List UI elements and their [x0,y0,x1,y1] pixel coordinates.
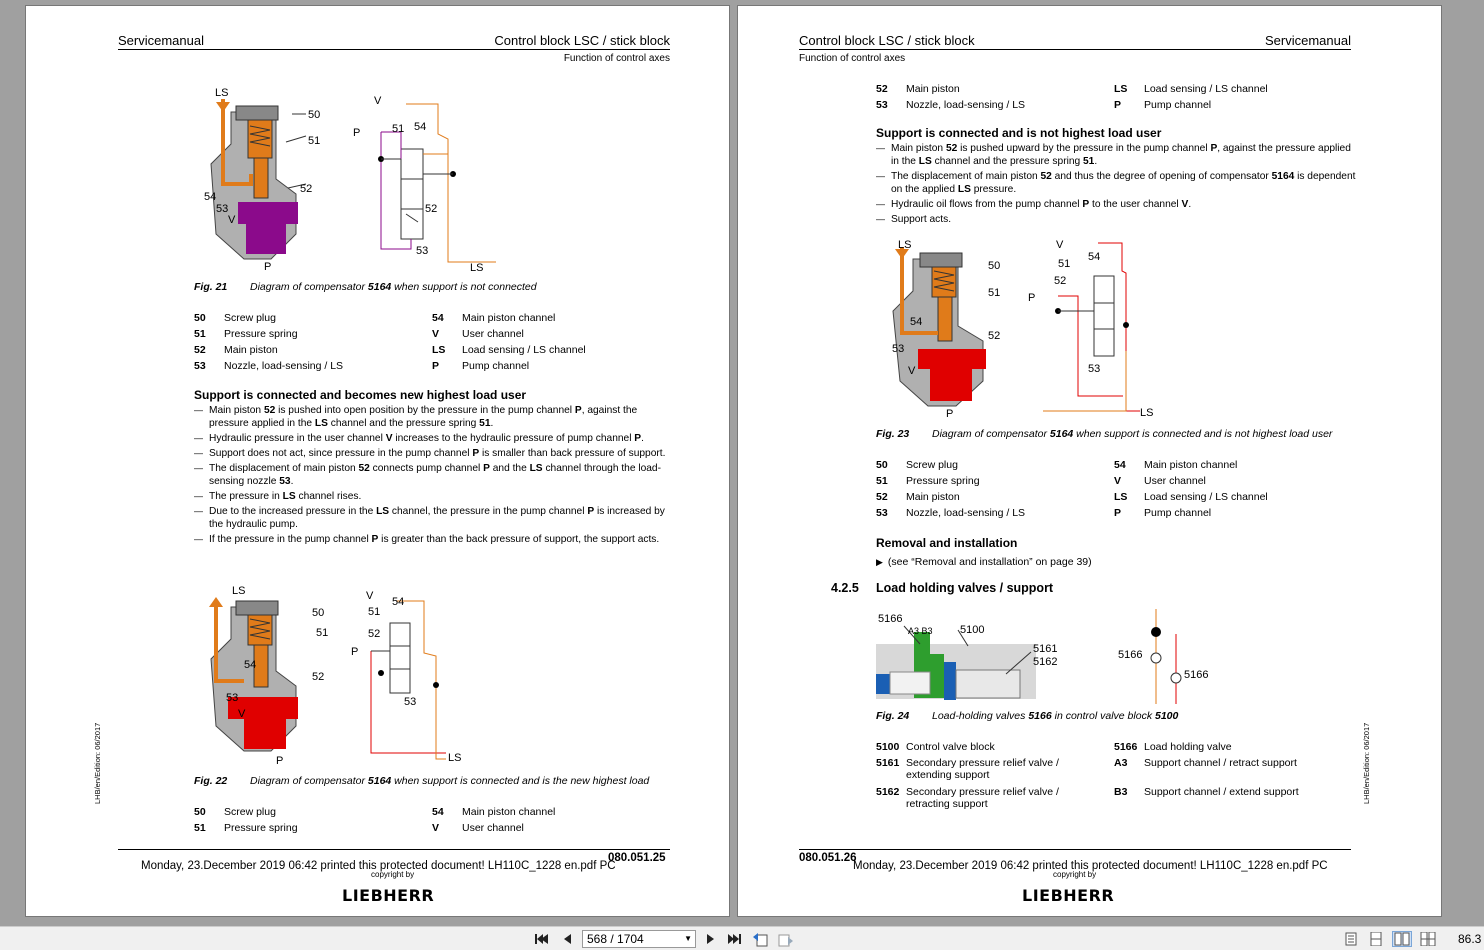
fig24-label-a3b3: A3 B3 [908,626,933,636]
fig22-label-53b: 53 [404,696,417,708]
next-page-button[interactable] [703,931,719,947]
fig21-number: Fig. 21 [194,281,228,293]
bullet-text: channel, the pressure in the pump channel [389,506,588,517]
legend-text: Load sensing / LS channel [1144,83,1268,95]
fig23-label-52: 52 [988,330,1001,342]
legend-text: Pressure spring [906,475,980,487]
figure-24-load-holding-valves [876,604,1216,704]
next-page-icon [706,933,716,945]
legend-code: 53 [194,360,206,372]
bullet-code: 53 [279,476,291,487]
bullet-text: Support does not act, since pressure in the pump channel [209,448,473,459]
legend-text: User channel [1144,475,1206,487]
fig21-caption [194,281,537,293]
bullet-code: LS [918,156,932,167]
footer-rule [799,849,1351,850]
legend-code: 52 [876,83,888,95]
bullet-code: 51 [479,418,491,429]
legend-text: Pressure spring [224,328,298,340]
header-subtitle: Function of control axes [799,53,906,64]
footer-page-number: 080.051.26 [799,852,857,864]
section-title-not-highest-load: Support is connected and is not highest load user [876,126,1162,140]
fig24-caption-code2: 5100 [1155,710,1179,722]
fig24-caption [876,710,1178,722]
bullet-code: 52 [358,463,370,474]
bullet-code: V [385,433,393,444]
bullet-code: LS [529,463,543,474]
facing-view-button[interactable] [1392,931,1412,947]
legend-text: Load sensing / LS channel [1144,491,1268,503]
bullet-item [194,432,674,445]
fig23-label-54b: 54 [1088,251,1101,263]
fig23-label-ls: LS [898,239,912,251]
footer-print-notice: Monday, 23.December 2019 06:42 printed this protected document! LH110C_1228 en.pdf PC [853,860,1328,872]
bullet-item [194,462,674,488]
fig21-label-ls: LS [215,87,229,99]
legend-text: Support channel / extend support [1144,786,1299,798]
legend-code: 50 [194,312,206,324]
legend-code: LS [432,344,446,356]
fig21-label-54b: 54 [414,121,427,133]
header-left: Servicemanual [118,33,204,48]
legend-text: Pump channel [1144,99,1212,111]
bullet-text: increases to the hydraulic pressure of pump channel [392,433,635,444]
bullet-text: Hydraulic pressure in the user channel [209,433,386,444]
bullet-code: P [1210,143,1218,154]
fig21-label-52: 52 [300,183,313,195]
fig24-caption-pre: Load-holding valves [932,710,1029,722]
fig21-label-v: V [228,214,236,226]
last-page-button[interactable] [726,931,742,947]
fig22-label-v2: V [366,590,374,602]
fig22-label-54b: 54 [392,596,405,608]
fig22-caption-post: when support is connected and is the new highest load [391,775,650,787]
facing-pages-icon [1394,932,1410,946]
bullet-text: Hydraulic oil flows from the pump channel [891,199,1083,210]
zoom-level[interactable]: 86.3 [1458,932,1482,946]
legend-code: P [432,360,440,372]
liebherr-logo: LIEBHERR [342,886,435,905]
footer-print-notice: Monday, 23.December 2019 06:42 printed this protected document! LH110C_1228 en.pdf PC [141,860,616,872]
legend-code: 52 [876,491,888,503]
bullet-code: 52 [1040,171,1052,182]
bullet-item [194,533,674,546]
legend-code: 5166 [1114,741,1138,753]
legend-code: 50 [194,806,206,818]
next-view-icon [778,931,794,947]
fig23-label-53b: 53 [1088,363,1101,375]
legend-code: 5100 [876,741,900,753]
legend-code: 54 [432,312,444,324]
bullet-item [876,170,1356,196]
bullet-text: . [1094,156,1098,167]
document-page-right [737,5,1442,917]
footer-copyright: copyright by [371,870,415,879]
legend-text: User channel [462,822,524,834]
previous-page-icon [562,933,572,945]
bullet-text: . [1188,199,1192,210]
bullet-code: P [1082,199,1090,210]
legend-code: 5161 [876,757,900,769]
bullet-text: pressure. [970,184,1017,195]
legend-text: Main piston [906,491,960,503]
fig23-label-52b: 52 [1054,275,1067,287]
bullet-code: P [574,405,582,416]
legend-code: 54 [1114,459,1126,471]
legend-code: 54 [432,806,444,818]
legend-text: Pump channel [1144,507,1212,519]
fig21-caption-pre: Diagram of compensator [250,281,368,293]
previous-view-button[interactable] [752,931,768,947]
bullet-text: to the user channel [1089,199,1182,210]
bullet-text: is dependent on the applied [891,171,1356,195]
fig23-label-53: 53 [892,343,905,355]
fig21-label-53b: 53 [416,245,429,257]
legend-text: Support channel / retract support [1144,757,1297,769]
fig23-caption-post: when support is connected and is not highest load user [1073,428,1333,440]
fig21-label-p: P [264,261,272,273]
legend-text: Main piston channel [462,312,556,324]
legend-text: Screw plug [224,806,276,818]
legend-code: A3 [1114,757,1128,769]
bullet-text: channel through the load-sensing nozzle [209,463,661,487]
fig23-label-p: P [946,408,954,420]
fig23-caption-code: 5164 [1049,428,1074,440]
bullet-code: LS [314,418,328,429]
bullet-code: 5164 [1271,171,1295,182]
bullet-code: LS [376,506,390,517]
fig23-label-54: 54 [910,316,923,328]
page-header [799,33,1351,48]
legend-code: 51 [194,328,206,340]
legend-code: P [1114,99,1122,111]
fig24-label-5100: 5100 [960,624,985,636]
header-right: Control block LSC / stick block [494,33,670,48]
legend-text: Main piston channel [462,806,556,818]
fig21-label-p2: P [353,127,361,139]
legend-text: Pump channel [462,360,530,372]
fig22-label-ls2: LS [448,752,462,764]
legend-code: P [1114,507,1122,519]
last-page-icon [727,933,741,945]
bullet-text: . [641,433,644,444]
legend-code: V [1114,475,1122,487]
bullet-code: LS [282,491,296,502]
bullet-item [194,490,674,503]
previous-view-icon [752,931,768,947]
fig24-label-5166c: 5166 [1184,669,1209,681]
fig24-label-5162: 5162 [1033,656,1058,668]
fig22-label-50: 50 [312,607,325,619]
fig23-label-51b: 51 [1058,258,1071,270]
bullet-text: is pushed into open position by the pressure in the pump channel [275,405,575,416]
chevron-down-icon: ▼ [684,934,692,943]
bullet-text: is pushed upward by the pressure in the pump channel [957,143,1211,154]
bullet-text: is increased by the hydraulic pump. [209,506,665,530]
figure-22-compensator-diagram [196,581,476,766]
bullet-code: LS [957,184,971,195]
fig22-label-v: V [238,708,246,720]
viewer-toolbar [0,926,1484,950]
bullet-text: is smaller than back pressure of support. [479,448,666,459]
fig23-label-51: 51 [988,287,1001,299]
single-page-view-button[interactable] [1343,931,1359,947]
legend-code: 53 [876,99,888,111]
triangle-right-icon: ▶ [876,557,883,567]
fig23-label-v: V [908,365,916,377]
bullet-text: , against the pressure applied in the [209,405,638,429]
bullet-code: P [472,448,480,459]
bullet-code: V [1181,199,1189,210]
bullet-text: channel and the pressure spring [327,418,480,429]
fig21-caption-code: 5164 [367,281,392,293]
fig22-label-52b: 52 [368,628,381,640]
legend-text: Nozzle, load-sensing / LS [906,507,1026,519]
bullet-code: P [371,534,379,545]
bullet-code: P [483,463,490,474]
fig23-caption [876,428,1332,440]
bullet-code: 51 [1083,156,1095,167]
legend-text: Pressure spring [224,822,298,834]
bullet-code: 52 [945,143,958,154]
fig22-label-54: 54 [244,659,257,671]
bullet-item [876,142,1356,168]
bullet-text: The displacement of main piston [209,463,359,474]
continuous-facing-icon [1420,932,1436,946]
section-number: 4.2.5 [831,581,859,595]
legend-code: V [432,328,440,340]
bullet-text: If the pressure in the pump channel [209,534,372,545]
bullet-text: and the [489,463,530,474]
fig22-caption [194,775,649,787]
bullet-item [194,404,674,430]
legend-text: Nozzle, load-sensing / LS [906,99,1026,111]
removal-link-text: (see “Removal and installation” on page 39) [887,556,1092,568]
document-page-left [25,5,730,917]
fig22-number: Fig. 22 [194,775,228,787]
single-page-icon [1345,932,1357,946]
fig22-caption-pre: Diagram of compensator [250,775,368,787]
footer-copyright: copyright by [1053,870,1097,879]
fig22-label-52: 52 [312,671,325,683]
bullet-text: Main piston [891,143,946,154]
legend-text: Load holding valve [1144,741,1232,753]
fig24-number: Fig. 24 [876,710,910,722]
fig21-caption-post: when support is not connected [391,281,537,293]
legend-code: 51 [194,822,206,834]
section-heading: Load holding valves / support [876,581,1054,595]
legend-code: 51 [876,475,888,487]
fig24-label-5161: 5161 [1033,643,1058,655]
bullet-item [876,198,1356,211]
bullet-list-right [876,142,1356,228]
fig21-label-51: 51 [308,135,321,147]
header-left: Control block LSC / stick block [799,33,975,48]
legend-text: Load sensing / LS channel [462,344,586,356]
continuous-page-icon [1370,932,1382,946]
bullet-item [876,213,1356,226]
legend-text: Screw plug [224,312,276,324]
bullet-text: . [490,418,494,429]
continuous-view-button[interactable] [1368,931,1384,947]
bullet-code: 52 [263,405,276,416]
legend-code: 50 [876,459,888,471]
fig22-label-51: 51 [316,627,329,639]
previous-page-button[interactable] [559,931,575,947]
removal-installation-title: Removal and installation [876,536,1018,550]
legend-text: Nozzle, load-sensing / LS [224,360,344,372]
page-indicator: 568 / 1704 [587,932,644,946]
footer-page-number: 080.051.25 [608,852,666,864]
fig21-label-50: 50 [308,109,321,121]
fig21-label-52b: 52 [425,203,438,215]
fig24-label-5166: 5166 [878,613,903,625]
legend-code: 52 [194,344,206,356]
legend-code: 53 [876,507,888,519]
header-subtitle: Function of control axes [563,53,670,64]
bullet-text: and thus the degree of opening of compensator [1051,171,1272,182]
liebherr-logo: LIEBHERR [1022,886,1115,905]
legend-text: Main piston channel [1144,459,1238,471]
bullet-code: P [587,506,595,517]
legend-text: Secondary pressure relief valve / extending support [906,757,1059,781]
removal-installation-link[interactable] [876,556,1092,568]
bullet-text: connects pump channel [369,463,484,474]
legend-code: LS [1114,83,1128,95]
legend-code: 5162 [876,786,900,798]
fig24-caption-mid: in control valve block [1051,710,1155,722]
bullet-item [194,447,674,460]
side-edition-label: LHB/en/Edition: 06/2017 [93,722,102,804]
legend-text: Control valve block [906,741,995,753]
bullet-text: , against the pressure applied in the [891,143,1351,167]
legend-code: V [432,822,440,834]
fig21-label-53: 53 [216,203,229,215]
page-header [118,33,670,48]
side-edition-label: LHB/en/Edition: 06/2017 [1362,722,1371,804]
fig23-label-v2: V [1056,239,1064,251]
legend-text: Screw plug [906,459,958,471]
fig23-number: Fig. 23 [876,428,910,440]
fig21-label-v2: V [374,95,382,107]
legend-code: B3 [1114,786,1128,798]
fig22-caption-code: 5164 [367,775,392,787]
legend-text: Main piston [224,344,278,356]
figure-21-compensator-diagram [196,84,496,276]
bullet-text: . [290,476,294,487]
bullet-text: Due to the increased pressure in the [209,506,377,517]
fig22-label-p2: P [351,646,359,658]
fig24-caption-code: 5166 [1028,710,1052,722]
bullet-text: Main piston [209,405,264,416]
continuous-facing-view-button[interactable] [1420,931,1436,947]
section-title-new-highest-load: Support is connected and becomes new highest load user [194,388,527,402]
bullet-code: P [634,433,642,444]
fig21-label-51b: 51 [392,123,405,135]
bullet-text: channel rises. [295,491,362,502]
fig22-label-p: P [276,755,284,766]
legend-text: Secondary pressure relief valve / retracting support [906,786,1059,810]
header-rule [799,49,1351,50]
fig21-label-ls2: LS [470,262,484,274]
legend-text: User channel [462,328,524,340]
footer-rule [118,849,670,850]
page-number-select[interactable] [582,930,696,948]
fig24-label-5166b: 5166 [1118,649,1143,661]
first-page-icon [535,933,549,945]
first-page-button[interactable] [534,931,550,947]
bullet-text: is greater than the back pressure of support, the support acts. [378,534,660,545]
bullet-text: Support acts. [891,214,952,225]
fig22-label-53: 53 [226,692,239,704]
fig23-label-p2: P [1028,292,1036,304]
legend-text: Main piston [906,83,960,95]
bullet-list-left [194,404,674,548]
bullet-text: channel and the pressure spring [931,156,1084,167]
next-view-button[interactable] [778,931,794,947]
fig23-caption-pre: Diagram of compensator [932,428,1050,440]
header-right: Servicemanual [1265,33,1351,48]
fig22-label-ls: LS [232,585,246,597]
fig22-label-51b: 51 [368,606,381,618]
legend-code: LS [1114,491,1128,503]
header-rule [118,49,670,50]
fig23-label-50: 50 [988,260,1001,272]
fig21-label-54: 54 [204,191,217,203]
fig23-label-ls2: LS [1140,407,1154,419]
bullet-text: The displacement of main piston [891,171,1041,182]
bullet-item [194,505,674,531]
bullet-text: The pressure in [209,491,283,502]
figure-23-compensator-diagram [878,231,1178,421]
